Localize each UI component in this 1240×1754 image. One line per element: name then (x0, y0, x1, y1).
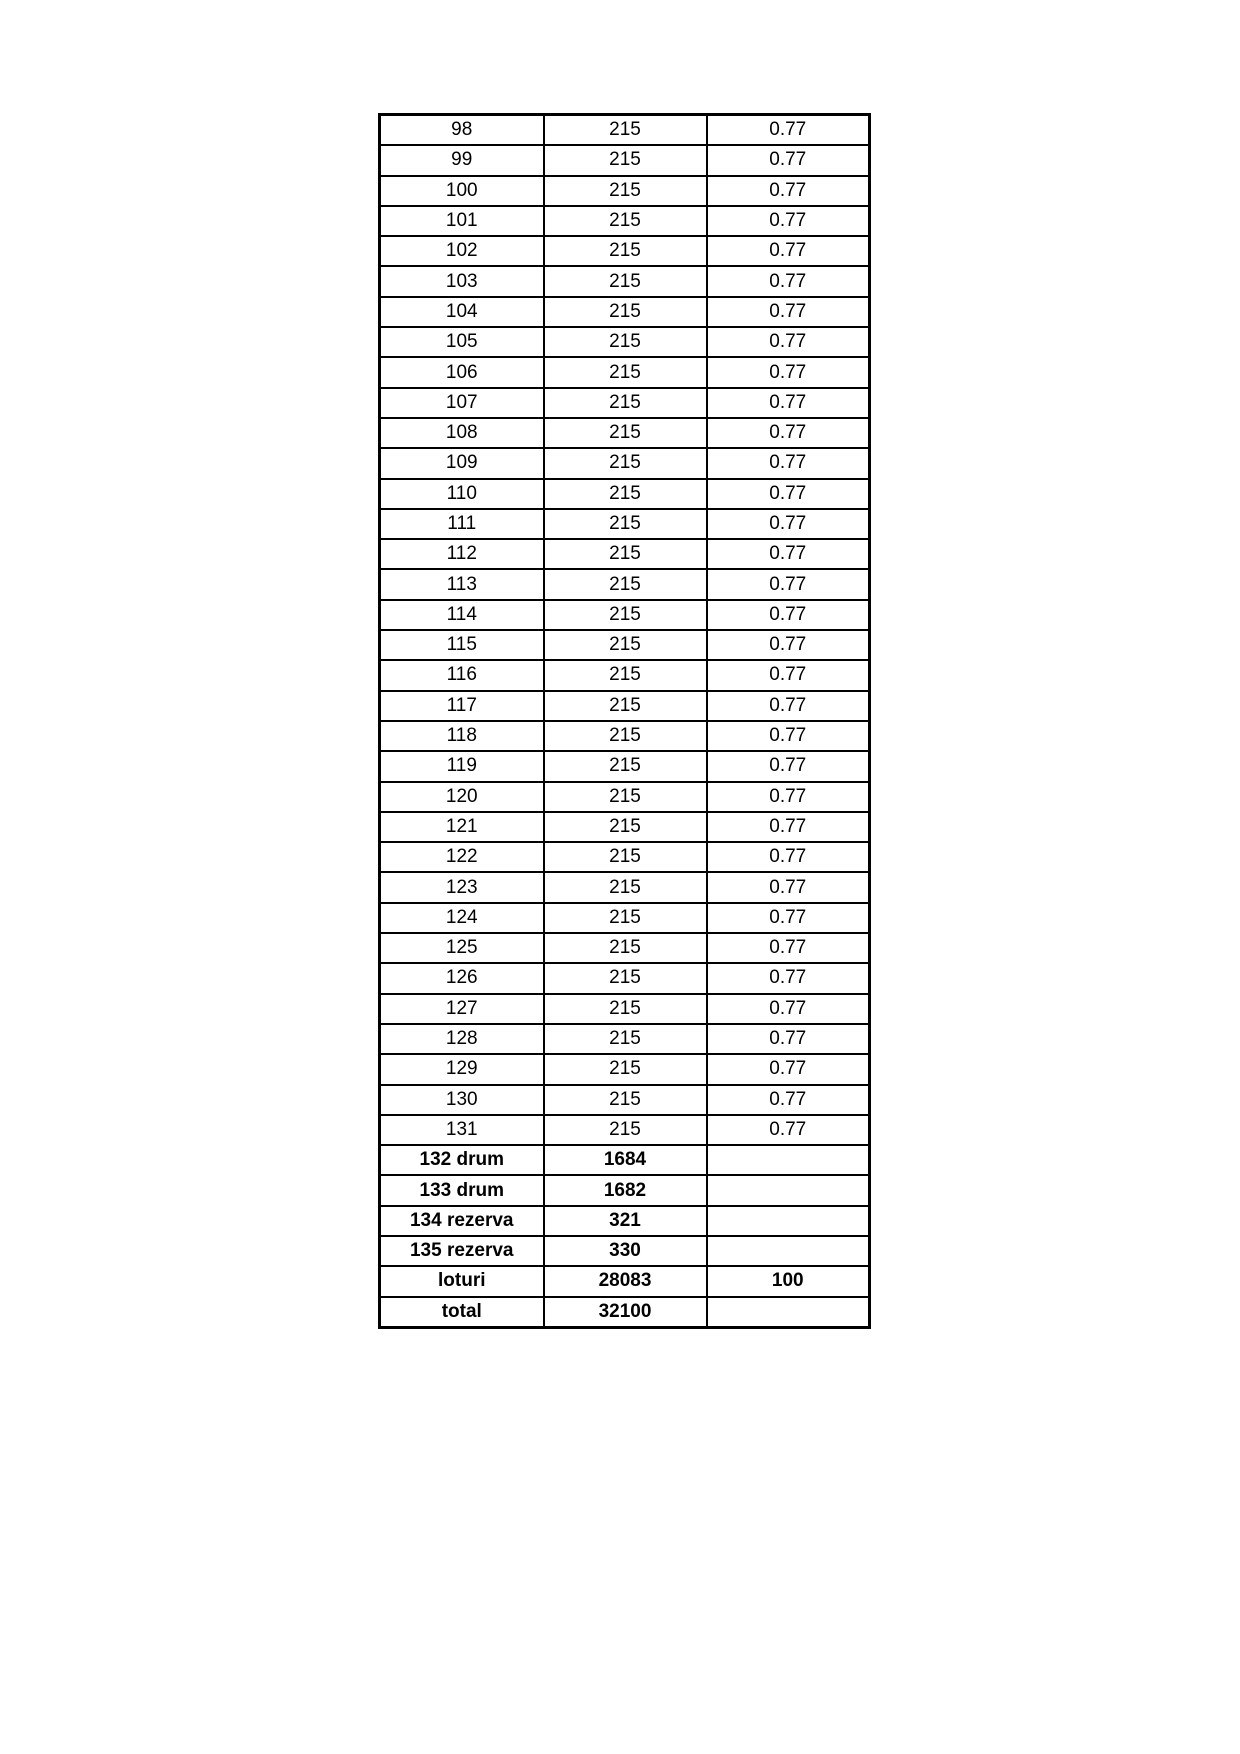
percent-cell: 0.77 (707, 388, 870, 418)
table-row (380, 660, 870, 690)
quantity-cell: 215 (544, 963, 707, 993)
quantity-cell: 1684 (544, 1145, 707, 1175)
quantity-cell: 215 (544, 812, 707, 842)
percent-cell: 0.77 (707, 206, 870, 236)
table-row (380, 206, 870, 236)
table-row (380, 145, 870, 175)
percent-cell: 0.77 (707, 236, 870, 266)
row-label-cell: 109 (380, 448, 544, 478)
percent-cell: 0.77 (707, 479, 870, 509)
percent-cell: 0.77 (707, 509, 870, 539)
table-row (380, 1024, 870, 1054)
row-label-cell: 115 (380, 630, 544, 660)
quantity-cell: 215 (544, 1085, 707, 1115)
quantity-cell: 215 (544, 297, 707, 327)
percent-cell: 0.77 (707, 600, 870, 630)
percent-cell: 0.77 (707, 782, 870, 812)
quantity-cell: 215 (544, 145, 707, 175)
table-row (380, 600, 870, 630)
quantity-cell: 215 (544, 1024, 707, 1054)
quantity-cell: 215 (544, 933, 707, 963)
percent-cell (707, 1145, 870, 1175)
quantity-cell: 215 (544, 842, 707, 872)
table-row (380, 751, 870, 781)
row-label-cell: 121 (380, 812, 544, 842)
quantity-cell: 215 (544, 236, 707, 266)
row-label-cell: 119 (380, 751, 544, 781)
percent-cell: 0.77 (707, 266, 870, 296)
row-label-cell: 104 (380, 297, 544, 327)
percent-cell: 0.77 (707, 812, 870, 842)
row-label-cell: 107 (380, 388, 544, 418)
percent-cell: 0.77 (707, 872, 870, 902)
quantity-cell: 215 (544, 115, 707, 146)
quantity-cell: 215 (544, 751, 707, 781)
table-row (380, 872, 870, 902)
row-label-cell: 122 (380, 842, 544, 872)
row-label-cell: 110 (380, 479, 544, 509)
quantity-cell: 215 (544, 418, 707, 448)
row-label-cell: 125 (380, 933, 544, 963)
table-row (380, 1085, 870, 1115)
percent-cell: 0.77 (707, 842, 870, 872)
row-label-cell: 113 (380, 569, 544, 599)
table-row (380, 539, 870, 569)
row-label-cell: 120 (380, 782, 544, 812)
quantity-cell: 215 (544, 1115, 707, 1145)
percent-cell: 0.77 (707, 327, 870, 357)
row-label-cell: 128 (380, 1024, 544, 1054)
percent-cell: 0.77 (707, 751, 870, 781)
table-row (380, 357, 870, 387)
quantity-cell: 321 (544, 1206, 707, 1236)
row-label-cell: 131 (380, 1115, 544, 1145)
table-row (380, 1054, 870, 1084)
quantity-cell: 215 (544, 630, 707, 660)
quantity-cell: 28083 (544, 1266, 707, 1296)
quantity-cell: 215 (544, 266, 707, 296)
table-row (380, 1297, 870, 1328)
table-row (380, 388, 870, 418)
percent-cell (707, 1297, 870, 1328)
quantity-cell: 215 (544, 206, 707, 236)
table-row (380, 448, 870, 478)
table-row (380, 691, 870, 721)
row-label-cell: 98 (380, 115, 544, 146)
row-label-cell: 111 (380, 509, 544, 539)
data-table (378, 113, 871, 1329)
quantity-cell: 215 (544, 721, 707, 751)
row-label-cell: 103 (380, 266, 544, 296)
quantity-cell: 215 (544, 448, 707, 478)
row-label-cell: 117 (380, 691, 544, 721)
row-label-cell: 123 (380, 872, 544, 902)
table-row (380, 994, 870, 1024)
quantity-cell: 215 (544, 660, 707, 690)
percent-cell: 0.77 (707, 660, 870, 690)
percent-cell: 0.77 (707, 418, 870, 448)
table-row (380, 903, 870, 933)
row-label-cell: 101 (380, 206, 544, 236)
row-label-cell: 130 (380, 1085, 544, 1115)
table-row (380, 1206, 870, 1236)
table-row (380, 1236, 870, 1266)
percent-cell: 0.77 (707, 630, 870, 660)
percent-cell: 0.77 (707, 933, 870, 963)
percent-cell: 0.77 (707, 994, 870, 1024)
quantity-cell: 215 (544, 388, 707, 418)
quantity-cell: 215 (544, 903, 707, 933)
table-row (380, 933, 870, 963)
table-row (380, 1175, 870, 1205)
row-label-cell: 129 (380, 1054, 544, 1084)
quantity-cell: 215 (544, 600, 707, 630)
table-row (380, 176, 870, 206)
percent-cell: 0.77 (707, 963, 870, 993)
percent-cell: 0.77 (707, 1054, 870, 1084)
row-label-cell: 124 (380, 903, 544, 933)
row-label-cell: 132 drum (380, 1145, 544, 1175)
row-label-cell: 133 drum (380, 1175, 544, 1205)
quantity-cell: 215 (544, 782, 707, 812)
table-row (380, 842, 870, 872)
percent-cell: 0.77 (707, 539, 870, 569)
row-label-cell: 105 (380, 327, 544, 357)
row-label-cell: 108 (380, 418, 544, 448)
row-label-cell: 118 (380, 721, 544, 751)
table-row (380, 266, 870, 296)
row-label-cell: 99 (380, 145, 544, 175)
row-label-cell: loturi (380, 1266, 544, 1296)
row-label-cell: 100 (380, 176, 544, 206)
table-row (380, 479, 870, 509)
percent-cell (707, 1175, 870, 1205)
quantity-cell: 215 (544, 539, 707, 569)
percent-cell: 100 (707, 1266, 870, 1296)
percent-cell: 0.77 (707, 176, 870, 206)
table-row (380, 963, 870, 993)
quantity-cell: 215 (544, 994, 707, 1024)
percent-cell: 0.77 (707, 569, 870, 599)
table-row (380, 1266, 870, 1296)
table-row (380, 327, 870, 357)
table-row (380, 236, 870, 266)
table-row (380, 630, 870, 660)
quantity-cell: 32100 (544, 1297, 707, 1328)
percent-cell: 0.77 (707, 903, 870, 933)
row-label-cell: 102 (380, 236, 544, 266)
quantity-cell: 1682 (544, 1175, 707, 1205)
table-row (380, 721, 870, 751)
quantity-cell: 215 (544, 569, 707, 599)
row-label-cell: 112 (380, 539, 544, 569)
table-row (380, 509, 870, 539)
quantity-cell: 215 (544, 327, 707, 357)
percent-cell: 0.77 (707, 721, 870, 751)
percent-cell: 0.77 (707, 357, 870, 387)
row-label-cell: total (380, 1297, 544, 1328)
table-row (380, 1115, 870, 1145)
row-label-cell: 134 rezerva (380, 1206, 544, 1236)
table-row (380, 569, 870, 599)
quantity-cell: 215 (544, 176, 707, 206)
row-label-cell: 127 (380, 994, 544, 1024)
quantity-cell: 215 (544, 691, 707, 721)
table-row (380, 812, 870, 842)
percent-cell (707, 1206, 870, 1236)
percent-cell: 0.77 (707, 1024, 870, 1054)
percent-cell: 0.77 (707, 297, 870, 327)
percent-cell: 0.77 (707, 1115, 870, 1145)
percent-cell: 0.77 (707, 1085, 870, 1115)
percent-cell: 0.77 (707, 448, 870, 478)
quantity-cell: 215 (544, 872, 707, 902)
table-row (380, 115, 870, 146)
table-row (380, 418, 870, 448)
quantity-cell: 330 (544, 1236, 707, 1266)
row-label-cell: 114 (380, 600, 544, 630)
percent-cell (707, 1236, 870, 1266)
row-label-cell: 135 rezerva (380, 1236, 544, 1266)
percent-cell: 0.77 (707, 145, 870, 175)
percent-cell: 0.77 (707, 115, 870, 146)
quantity-cell: 215 (544, 509, 707, 539)
row-label-cell: 126 (380, 963, 544, 993)
row-label-cell: 116 (380, 660, 544, 690)
quantity-cell: 215 (544, 1054, 707, 1084)
percent-cell: 0.77 (707, 691, 870, 721)
quantity-cell: 215 (544, 479, 707, 509)
table-row (380, 782, 870, 812)
table-row (380, 1145, 870, 1175)
row-label-cell: 106 (380, 357, 544, 387)
quantity-cell: 215 (544, 357, 707, 387)
table-row (380, 297, 870, 327)
